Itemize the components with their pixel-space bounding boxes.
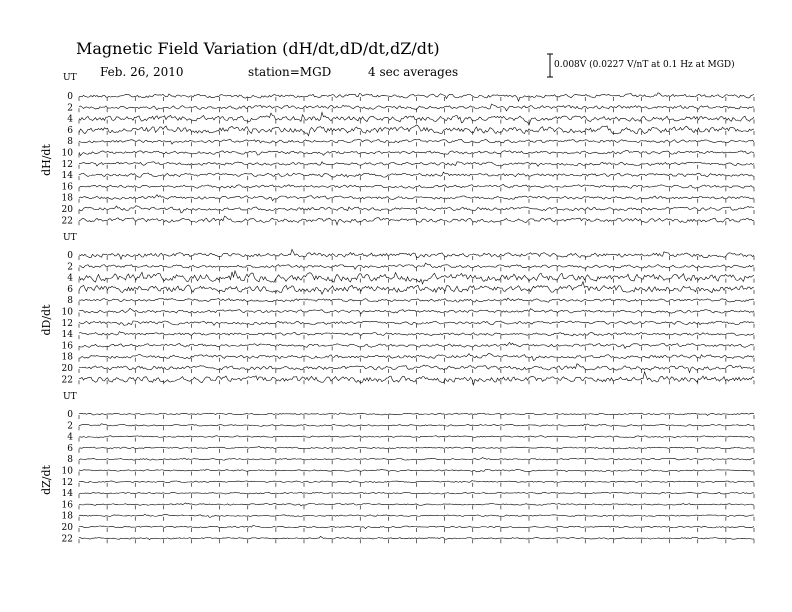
hour-label: 12 bbox=[61, 318, 73, 329]
hour-label: 16 bbox=[61, 500, 73, 511]
hour-label: 4 bbox=[67, 432, 73, 443]
trace-line bbox=[79, 458, 754, 461]
hour-label: 4 bbox=[67, 273, 73, 284]
scale-bar bbox=[547, 54, 553, 77]
hour-label: 14 bbox=[61, 489, 73, 500]
hour-label: 18 bbox=[61, 193, 73, 204]
hour-label: 4 bbox=[67, 114, 73, 125]
hour-label: 8 bbox=[67, 455, 73, 466]
trace-line bbox=[79, 424, 754, 427]
hour-label: 22 bbox=[61, 216, 73, 227]
hour-label: 8 bbox=[67, 296, 73, 307]
trace-line bbox=[79, 492, 754, 494]
hour-label: 12 bbox=[61, 477, 73, 488]
hour-label: 2 bbox=[67, 262, 73, 273]
trace-line bbox=[79, 469, 754, 472]
hour-label: 12 bbox=[61, 159, 73, 170]
hour-label: 16 bbox=[61, 182, 73, 193]
averaging-label: 4 sec averages bbox=[368, 65, 459, 79]
hour-label: 14 bbox=[61, 171, 73, 182]
chart-title: Magnetic Field Variation (dH/dt,dD/dt,dZ/dt) bbox=[76, 39, 440, 58]
ut-label: UT bbox=[63, 233, 77, 243]
panel-dD-dt bbox=[40, 233, 754, 385]
ut-label: UT bbox=[63, 73, 77, 83]
hour-label: 6 bbox=[67, 443, 73, 454]
panel-ylabel: dZ/dt bbox=[40, 465, 53, 495]
hour-label: 20 bbox=[61, 523, 73, 533]
station-label: station=MGD bbox=[248, 65, 332, 79]
hour-label: 10 bbox=[61, 466, 73, 477]
hour-label: 22 bbox=[61, 534, 73, 545]
hour-label: 0 bbox=[67, 251, 73, 261]
hour-label: 20 bbox=[61, 205, 73, 215]
hour-label: 0 bbox=[67, 92, 73, 102]
ut-label: UT bbox=[63, 392, 77, 402]
hour-label: 10 bbox=[61, 148, 73, 159]
panel-dH-dt bbox=[40, 73, 754, 226]
hour-label: 6 bbox=[67, 125, 73, 136]
hour-label: 8 bbox=[67, 137, 73, 148]
hour-label: 14 bbox=[61, 330, 73, 341]
panel-ylabel: dH/dt bbox=[40, 144, 53, 176]
trace-line bbox=[79, 536, 754, 539]
hour-label: 6 bbox=[67, 284, 73, 295]
panel-ylabel: dD/dt bbox=[40, 304, 53, 336]
date-label: Feb. 26, 2010 bbox=[100, 65, 184, 79]
trace-line bbox=[79, 436, 754, 438]
scale-bar-label: 0.008V (0.0227 V/nT at 0.1 Hz at MGD) bbox=[554, 60, 735, 70]
panel-dZ-dt bbox=[40, 392, 754, 544]
hour-label: 0 bbox=[67, 410, 73, 420]
hour-label: 2 bbox=[67, 103, 73, 114]
hour-label: 22 bbox=[61, 375, 73, 386]
hour-label: 20 bbox=[61, 364, 73, 374]
hour-label: 18 bbox=[61, 352, 73, 363]
trace-line bbox=[79, 481, 754, 483]
hour-label: 16 bbox=[61, 341, 73, 352]
hour-label: 10 bbox=[61, 307, 73, 318]
hour-label: 2 bbox=[67, 421, 73, 432]
hour-label: 18 bbox=[61, 511, 73, 522]
trace-line bbox=[79, 446, 754, 449]
